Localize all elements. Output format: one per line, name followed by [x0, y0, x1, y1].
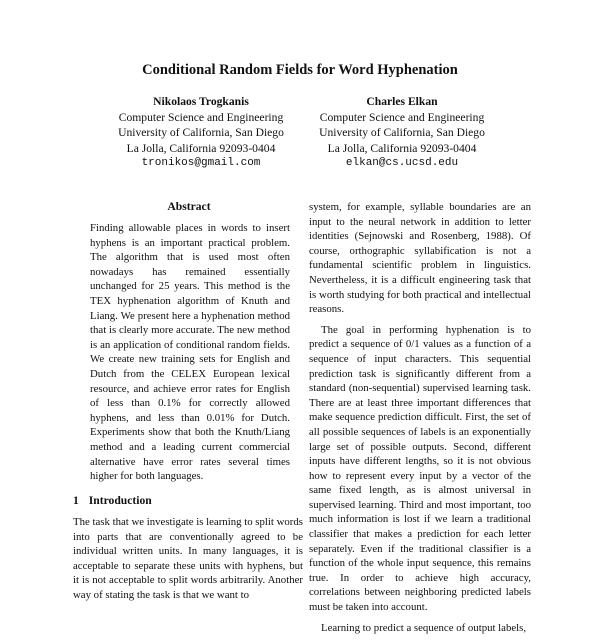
- author-address: La Jolla, California 92093-0404: [327, 141, 477, 155]
- author-block-1: [96, 94, 306, 172]
- author-university: University of California, San Diego: [118, 126, 284, 139]
- section-heading: [73, 494, 162, 507]
- body-paragraph-3: Learning to predict a sequence of output labels,: [321, 621, 527, 634]
- body-paragraph-2: The goal in performing hyphenation is to predict a sequence of 0/1 values as a function of a sequence of input characters. This sequential prediction task is significantly different from a standard (non-sequential) supervised learning task. There are at least three important differences that make sequence prediction difficult. First, the set of all possible sequences of labels is an exponentially large set of possible outputs. Second, different inputs have different lengths, so it is not obvious how to represent every input by a vector of the same fixed length, as is almost universal in supervised learning. Third and most important, too much information is lost if we learn a traditional classifier that makes a prediction for each letter separately. Even if the traditional classifier is a function of the whole input sequence, this remains true. In order to achieve high accuracy, correlations between neighboring predicted labels must be taken into account.: [309, 323, 531, 614]
- author-email: elkan@cs.ucsd.edu: [345, 157, 459, 169]
- author-department: Computer Science and Engineering: [319, 110, 485, 124]
- author-department: Computer Science and Engineering: [118, 110, 284, 124]
- body-paragraph-1: system, for example, syllable boundaries are an input to the neural network in addition to letter identities (Sejnowski and Rosenberg, 1988). Of course, orthographic syllabification is not a fundamental scientific problem in linguistics. Nevertheless, it is a difficult engineering task that is worth studying for both practical and intellectual reasons.: [309, 201, 531, 316]
- author-university: University of California, San Diego: [319, 126, 485, 139]
- author-address: La Jolla, California 92093-0404: [126, 141, 276, 155]
- intro-paragraph: The task that we investigate is learning to split words into parts that are conventionally agreed to be individual written units. In many languages, it is acceptable to separate these units with hyphens, but it is not acceptable to split words arbitrarily. Another way of stating the task is that we want to: [73, 516, 303, 601]
- section-number: 1: [73, 494, 79, 507]
- author-name: Nikolaos Trogkanis: [153, 95, 249, 108]
- author-name: Charles Elkan: [366, 95, 438, 108]
- abstract-heading: Abstract: [167, 200, 211, 213]
- section-title: Introduction: [88, 494, 152, 507]
- author-block-2: [297, 94, 507, 172]
- author-email: tronikos@gmail.com: [141, 157, 261, 169]
- right-column: [309, 200, 531, 641]
- abstract-text: Finding allowable places in words to insert hyphens is an important practical problem. The algorithm that is used most often nowadays has remained essentially unchanged for 25 years. This method is the TEX hyphenation algorithm of Knuth and Liang. We present here a hyphenation method that is clearly more accurate. The new method is an application of conditional random fields. We create new training sets for English and Dutch from the CELEX European lexical resource, and achieve error rates for English of less than 0.1% for correctly allowed hyphens, and less than 0.01% for Dutch. Experiments show that both the Knuth/Liang method and a leading current commercial alternative have error rates several times higher for both languages.: [90, 222, 290, 483]
- paper-title: Conditional Random Fields for Word Hyphenation: [142, 62, 458, 78]
